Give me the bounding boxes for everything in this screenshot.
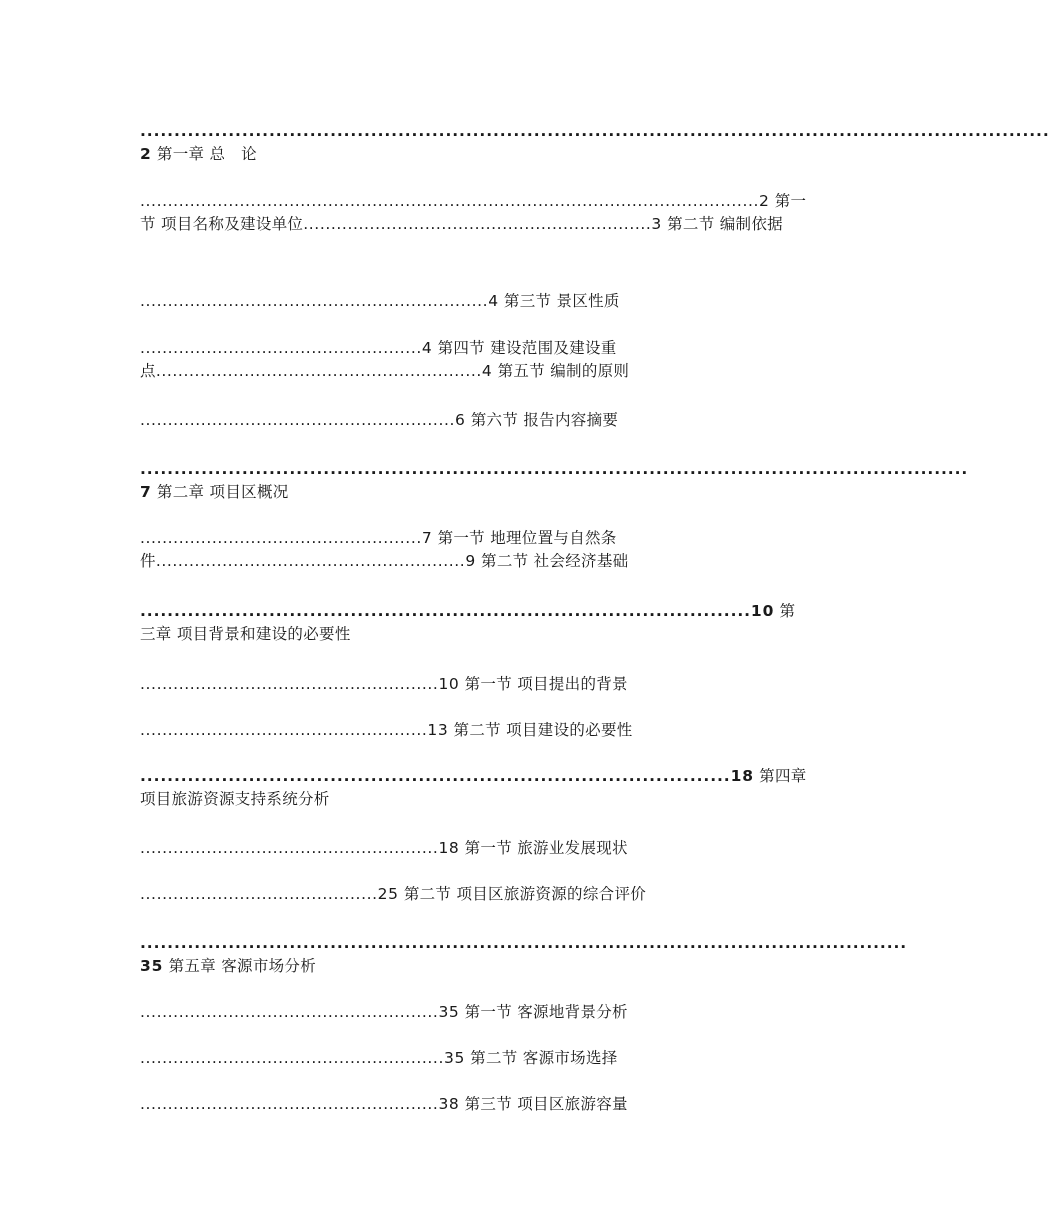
toc-entry [140, 837, 810, 860]
toc-entry [140, 1047, 810, 1070]
toc-entry-chapter-5 [140, 932, 908, 978]
toc-entry-title: 第二节 社会经济基础 [475, 552, 629, 570]
toc-dot-leader: ......................................................35 [140, 1003, 460, 1021]
toc-entry-title: 第一节 客源地背景分析 [459, 1003, 628, 1021]
toc-entry [140, 1001, 810, 1024]
toc-dot-leader: ..........................................................................................10 [140, 602, 775, 620]
toc-dot-leader: ........................................................9 [155, 552, 476, 570]
toc-entry-title: 第二章 项目区概况 [151, 483, 289, 501]
toc-dot-leader: ................................................................................................................2 [140, 192, 770, 210]
toc-entry [140, 719, 810, 742]
toc-entry-title: 第一节 旅游业发展现状 [459, 839, 628, 857]
toc-entry [140, 673, 810, 696]
toc-entry-title: 第四节 建设范围及建设重点 [140, 339, 617, 380]
toc-entry-title: 第三节 景区性质 [498, 292, 620, 310]
toc-entry [140, 337, 680, 383]
toc-dot-leader: ......................................................................................................................................2 [140, 122, 1050, 163]
toc-entry [140, 190, 810, 236]
toc-dot-leader: ......................................................10 [140, 675, 460, 693]
toc-entry-title: 第一章 总 论 [151, 145, 257, 163]
toc-entry [140, 1093, 810, 1116]
toc-dot-leader: ..........................................................................................................................7 [140, 460, 969, 501]
toc-entry-title: 第二节 项目建设的必要性 [448, 721, 633, 739]
toc-dot-leader: ...................................................7 [140, 529, 433, 547]
toc-entry-chapter-4 [140, 765, 810, 811]
toc-entry-title: 第一节 项目名称及建设单位 [140, 192, 807, 233]
toc-dot-leader: .........................................................6 [140, 411, 466, 429]
toc-dot-leader: ...................................................4 [140, 339, 433, 357]
toc-dot-leader: ...............................................................3 [303, 215, 662, 233]
toc-entry-chapter-3 [140, 600, 810, 646]
toc-entry [140, 409, 810, 432]
toc-entry-title: 第三节 项目区旅游容量 [459, 1095, 628, 1113]
toc-entry-title: 第一节 地理位置与自然条件 [140, 529, 617, 570]
toc-entry [140, 883, 810, 906]
toc-entry-title: 第五章 客源市场分析 [163, 957, 317, 975]
toc-dot-leader: ...........................................25 [140, 885, 399, 903]
toc-entry-title: 第二节 项目区旅游资源的综合评价 [398, 885, 647, 903]
toc-entry [140, 290, 810, 313]
toc-entry-title: 第二节 客源市场选择 [464, 1049, 618, 1067]
toc-entry-chapter-2 [140, 458, 969, 504]
toc-entry-title: 第五节 编制的原则 [492, 362, 630, 380]
toc-entry-title: 第四章 项目旅游资源支持系统分析 [140, 767, 812, 808]
toc-entry-title: 第六节 报告内容摘要 [465, 411, 619, 429]
toc-dot-leader: .......................................................................................18 [140, 767, 754, 785]
toc-entry-title: 第一节 项目提出的背景 [459, 675, 628, 693]
toc-dot-leader: ...............................................................4 [140, 292, 499, 310]
toc-entry [140, 527, 680, 573]
toc-entry-title: 第二节 编制依据 [661, 215, 783, 233]
toc-dot-leader: .......................................................35 [140, 1049, 465, 1067]
toc-dot-leader: ......................................................38 [140, 1095, 460, 1113]
toc-dot-leader: ......................................................18 [140, 839, 460, 857]
toc-entry-chapter-1 [140, 120, 1050, 166]
toc-dot-leader: ...........................................................4 [155, 362, 493, 380]
toc-entry-title: 第三章 项目背景和建设的必要性 [140, 602, 796, 643]
toc-dot-leader: .................................................................................................................35 [140, 934, 908, 975]
toc-dot-leader: ....................................................13 [140, 721, 449, 739]
